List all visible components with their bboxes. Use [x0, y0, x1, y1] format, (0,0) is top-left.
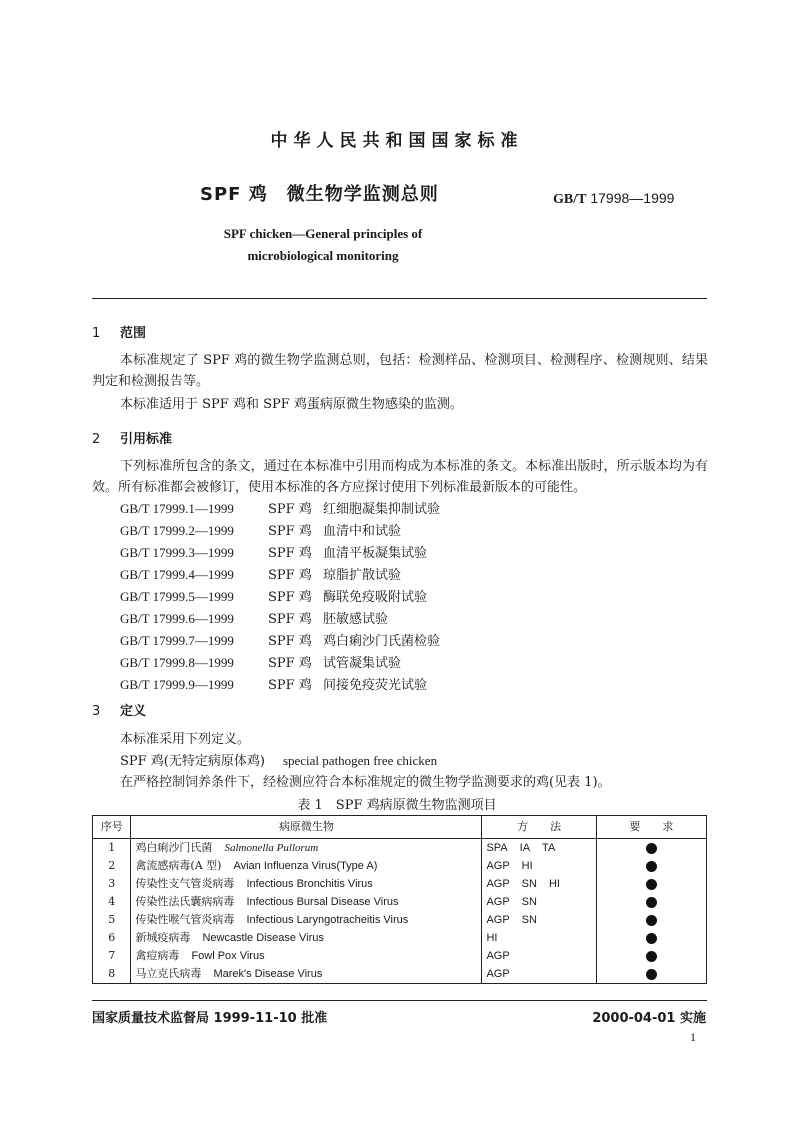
- reference-code: GB/T 17999.4—1999: [120, 567, 234, 582]
- reference-subject: SPF 鸡: [268, 524, 312, 539]
- pathogen-chinese-name: 马立克氏病毒: [135, 967, 202, 980]
- table-row: [93, 929, 707, 947]
- method-item: SN: [521, 896, 537, 908]
- pathogen-cell: [131, 875, 482, 893]
- pathogen-cell: [131, 857, 482, 875]
- reference-code: GB/T 17999.5—1999: [120, 589, 234, 604]
- method-item: SPA: [486, 842, 508, 854]
- reference-subject: SPF 鸡: [268, 678, 312, 693]
- reference-name: 酶联免疫吸附试验: [323, 590, 428, 605]
- reference-code: GB/T 17999.2—1999: [120, 523, 234, 538]
- pathogen-monitoring-table: [92, 815, 707, 984]
- reference-item: [120, 674, 440, 696]
- requirement-cell: [596, 857, 706, 875]
- reference-name: 血清中和试验: [323, 524, 402, 539]
- method-item: HI: [521, 860, 533, 872]
- approval-note: 国家质量技术监督局 1999-11-10 批准: [92, 1011, 328, 1026]
- pathogen-cell: [131, 839, 482, 858]
- reference-name: 胚敏感试验: [323, 612, 389, 627]
- pathogen-chinese-name: 新城疫病毒: [135, 931, 191, 944]
- method-cell: [482, 965, 596, 984]
- reference-code: GB/T 17999.7—1999: [120, 633, 234, 648]
- reference-item: [120, 608, 440, 630]
- english-title: [0, 223, 646, 267]
- reference-subject: SPF 鸡: [268, 612, 312, 627]
- reference-code: GB/T 17999.8—1999: [120, 655, 234, 670]
- section-1-heading: [92, 322, 146, 341]
- method-item: HI: [548, 878, 560, 890]
- requirement-cell: [596, 911, 706, 929]
- reference-name: 间接免疫荧光试验: [323, 678, 428, 693]
- reference-name: 鸡白痢沙门氏菌检验: [323, 634, 441, 649]
- section-number: 3: [92, 704, 101, 719]
- standard-code-prefix: GB/T: [553, 192, 587, 207]
- pathogen-english-name: Marek's Disease Virus: [213, 968, 323, 980]
- row-number: 1: [93, 839, 131, 858]
- pathogen-chinese-name: 禽痘病毒: [135, 949, 180, 962]
- reference-subject: SPF 鸡: [268, 546, 312, 561]
- term-english: special pathogen free chicken: [282, 753, 438, 768]
- pathogen-english-name: Infectious Laryngotracheitis Virus: [246, 914, 409, 926]
- row-number: 2: [93, 857, 131, 875]
- section-title: 引用标准: [120, 432, 173, 447]
- row-number: 5: [93, 911, 131, 929]
- section-1-paragraph-1: 本标准规定了 SPF 鸡的微生物学监测总则，包括：检测样品、检测项目、检测程序、检测规则、结果判定和检测报告等。: [92, 353, 708, 389]
- pathogen-english-name: Salmonella Pullorum: [224, 842, 319, 854]
- table-row: [93, 947, 707, 965]
- section-2-heading: [92, 428, 172, 447]
- definition-term: [120, 750, 611, 772]
- section-title: 范围: [120, 326, 147, 341]
- pathogen-cell: [131, 965, 482, 984]
- pathogen-cell: [131, 947, 482, 965]
- requirement-cell: [596, 893, 706, 911]
- requirement-cell: [596, 839, 706, 858]
- method-item: SN: [521, 914, 537, 926]
- reference-subject: SPF 鸡: [268, 568, 312, 583]
- section-2-paragraph-1: 下列标准所包含的条文，通过在本标准中引用而构成为本标准的条文。本标准出版时，所示版本均为有效。所有标准都会被修订，使用本标准的各方应探讨使用下列标准最新版本的可能性。: [92, 459, 708, 495]
- filled-circle-icon: [646, 933, 657, 944]
- method-cell: [482, 947, 596, 965]
- footer-divider: [92, 1000, 707, 1001]
- pathogen-chinese-name: 传染性喉气管炎病毒: [135, 913, 235, 926]
- section-3-heading: [92, 700, 146, 719]
- table-row: [93, 893, 707, 911]
- header-method: 方 法: [482, 816, 596, 839]
- reference-code: GB/T 17999.9—1999: [120, 677, 234, 692]
- header-no: 序号: [93, 816, 131, 839]
- english-title-line1: SPF chicken—General principles of: [223, 226, 423, 241]
- reference-name: 血清平板凝集试验: [323, 546, 428, 561]
- pathogen-cell: [131, 893, 482, 911]
- reference-subject: SPF 鸡: [268, 656, 312, 671]
- pathogen-english-name: Newcastle Disease Virus: [202, 932, 324, 944]
- pathogen-english-name: Fowl Pox Virus: [191, 950, 265, 962]
- section-3-paragraph-1: 本标准采用下列定义。: [120, 732, 251, 747]
- requirement-cell: [596, 947, 706, 965]
- method-cell: [482, 875, 596, 893]
- header-requirement: 要 求: [596, 816, 706, 839]
- reference-code: GB/T 17999.1—1999: [120, 501, 234, 516]
- reference-name: 红细胞凝集抑制试验: [323, 502, 441, 517]
- reference-item: [120, 586, 440, 608]
- method-item: AGP: [486, 878, 510, 890]
- pathogen-english-name: Infectious Bursal Disease Virus: [246, 896, 399, 908]
- table-caption: 表 1 SPF 鸡病原微生物监测项目: [297, 798, 497, 813]
- method-item: AGP: [486, 950, 510, 962]
- table-row: [93, 911, 707, 929]
- header-pathogen: 病原微生物: [131, 816, 482, 839]
- row-number: 7: [93, 947, 131, 965]
- row-number: 6: [93, 929, 131, 947]
- pathogen-english-name: Infectious Bronchitis Virus: [246, 878, 373, 890]
- page-number: 1: [690, 1030, 696, 1044]
- filled-circle-icon: [646, 861, 657, 872]
- term-chinese: SPF 鸡(无特定病原体鸡): [120, 754, 265, 769]
- section-number: 2: [92, 432, 101, 447]
- reference-code: GB/T 17999.6—1999: [120, 611, 234, 626]
- section-title: 定义: [120, 704, 147, 719]
- pathogen-cell: [131, 911, 482, 929]
- table-row: [93, 857, 707, 875]
- pathogen-chinese-name: 传染性支气管炎病毒: [135, 877, 235, 890]
- reference-name: 琼脂扩散试验: [323, 568, 402, 583]
- method-item: HI: [486, 932, 498, 944]
- pathogen-chinese-name: 禽流感病毒(A 型): [135, 859, 222, 872]
- reference-subject: SPF 鸡: [268, 590, 312, 605]
- requirement-cell: [596, 929, 706, 947]
- reference-item: [120, 498, 440, 520]
- method-item: AGP: [486, 914, 510, 926]
- header-divider: [92, 298, 707, 299]
- requirement-cell: [596, 965, 706, 984]
- reference-list: [120, 498, 440, 696]
- reference-item: [120, 630, 440, 652]
- method-item: TA: [542, 842, 556, 854]
- document-title: SPF 鸡 微生物学监测总则: [200, 184, 439, 205]
- filled-circle-icon: [646, 915, 657, 926]
- reference-subject: SPF 鸡: [268, 634, 312, 649]
- section-3-body: [120, 729, 611, 793]
- method-item: AGP: [486, 896, 510, 908]
- reference-item: [120, 542, 440, 564]
- row-number: 8: [93, 965, 131, 984]
- pathogen-chinese-name: 传染性法氏囊病病毒: [135, 895, 235, 908]
- method-item: IA: [519, 842, 531, 854]
- pathogen-english-name: Avian Influenza Virus(Type A): [233, 860, 378, 872]
- row-number: 3: [93, 875, 131, 893]
- method-cell: [482, 911, 596, 929]
- effective-date: 2000-04-01 实施: [592, 1011, 706, 1026]
- table-header-row: [93, 816, 707, 839]
- reference-item: [120, 520, 440, 542]
- method-cell: [482, 857, 596, 875]
- row-number: 4: [93, 893, 131, 911]
- reference-name: 试管凝集试验: [323, 656, 402, 671]
- method-cell: [482, 893, 596, 911]
- section-number: 1: [92, 326, 101, 341]
- method-item: AGP: [486, 860, 510, 872]
- table-row: [93, 839, 707, 858]
- filled-circle-icon: [646, 969, 657, 980]
- filled-circle-icon: [646, 897, 657, 908]
- method-cell: [482, 929, 596, 947]
- reference-item: [120, 652, 440, 674]
- reference-subject: SPF 鸡: [268, 502, 312, 517]
- filled-circle-icon: [646, 843, 657, 854]
- standard-code-number: 17998—1999: [590, 190, 675, 206]
- reference-item: [120, 564, 440, 586]
- standard-code: [553, 190, 674, 208]
- method-item: AGP: [486, 968, 510, 980]
- pathogen-chinese-name: 鸡白痢沙门氏菌: [135, 841, 213, 854]
- pathogen-cell: [131, 929, 482, 947]
- table-row: [93, 965, 707, 984]
- national-standard-heading: 中华人民共和国国家标准: [270, 131, 524, 151]
- table-row: [93, 875, 707, 893]
- reference-code: GB/T 17999.3—1999: [120, 545, 234, 560]
- section-1-paragraph-2: 本标准适用于 SPF 鸡和 SPF 鸡蛋病原微生物感染的监测。: [120, 397, 463, 412]
- method-item: SN: [521, 878, 537, 890]
- filled-circle-icon: [646, 879, 657, 890]
- filled-circle-icon: [646, 951, 657, 962]
- english-title-line2: microbiological monitoring: [247, 248, 399, 263]
- requirement-cell: [596, 875, 706, 893]
- method-cell: [482, 839, 596, 858]
- definition-text: 在严格控制饲养条件下，经检测应符合本标准规定的微生物学监测要求的鸡(见表 1)。: [120, 775, 611, 790]
